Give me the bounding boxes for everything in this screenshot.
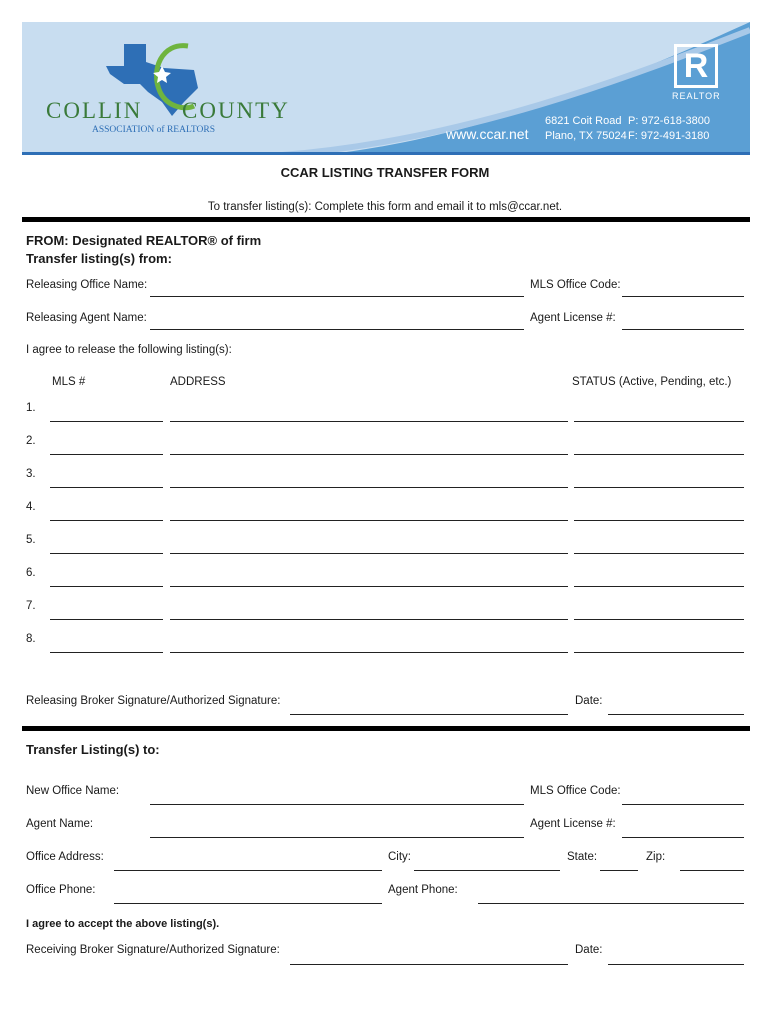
- listing-row-number: 5.: [26, 534, 36, 546]
- header-banner: [22, 22, 750, 155]
- agent-phone-field[interactable]: [478, 903, 744, 904]
- listing-row-number: 8.: [26, 633, 36, 645]
- accept-text: I agree to accept the above listing(s).: [26, 918, 220, 930]
- receiving-broker-signature-field[interactable]: [290, 964, 568, 965]
- listing-row-number: 1.: [26, 402, 36, 414]
- accept-date-label: Date:: [575, 944, 603, 956]
- fax: F: 972-491-3180: [628, 130, 710, 142]
- from-subheading: Transfer listing(s) from:: [26, 251, 172, 266]
- new-office-label: New Office Name:: [26, 785, 120, 797]
- accept-date-field[interactable]: [608, 964, 744, 965]
- address-line2: Plano, TX 75024: [545, 130, 627, 142]
- to-heading: Transfer Listing(s) to:: [26, 742, 160, 757]
- listing-address-field[interactable]: [170, 454, 568, 455]
- listing-row-number: 2.: [26, 435, 36, 447]
- listing-status-field[interactable]: [574, 421, 744, 422]
- form-instructions: To transfer listing(s): Complete this form and email it to mls@ccar.net.: [207, 201, 563, 213]
- zip-field[interactable]: [680, 870, 744, 871]
- agent-name-label: Agent Name:: [26, 818, 94, 830]
- listing-mls-field[interactable]: [50, 487, 163, 488]
- listing-address-field[interactable]: [170, 652, 568, 653]
- realtor-logo-icon: [674, 44, 718, 88]
- state-field[interactable]: [600, 870, 638, 871]
- agent-license-field[interactable]: [622, 329, 744, 330]
- release-agree-text: I agree to release the following listing(s):: [26, 344, 232, 356]
- zip-label: Zip:: [646, 851, 666, 863]
- releasing-agent-label: Releasing Agent Name:: [26, 312, 147, 324]
- listing-address-field[interactable]: [170, 520, 568, 521]
- listing-row-number: 6.: [26, 567, 36, 579]
- listing-address-field[interactable]: [170, 421, 568, 422]
- listing-status-field[interactable]: [574, 520, 744, 521]
- releasing-broker-signature-label: Releasing Broker Signature/Authorized Signature:: [26, 695, 281, 707]
- mls-office-code-label: MLS Office Code:: [530, 279, 621, 291]
- releasing-office-label: Releasing Office Name:: [26, 279, 148, 291]
- listing-row-number: 3.: [26, 468, 36, 480]
- listing-address-field[interactable]: [170, 586, 568, 587]
- agent-name-field[interactable]: [150, 837, 524, 838]
- releasing-agent-field[interactable]: [150, 329, 524, 330]
- address-line1: 6821 Coit Road: [545, 115, 622, 127]
- new-office-field[interactable]: [150, 804, 524, 805]
- listing-status-field[interactable]: [574, 454, 744, 455]
- listing-address-field[interactable]: [170, 487, 568, 488]
- listing-row-number: 7.: [26, 600, 36, 612]
- office-address-label: Office Address:: [26, 851, 104, 863]
- city-field[interactable]: [414, 870, 560, 871]
- website[interactable]: www.ccar.net: [446, 126, 529, 142]
- receiving-broker-signature-label: Receiving Broker Signature/Authorized Signature:: [26, 944, 280, 956]
- to-agent-license-field[interactable]: [622, 837, 744, 838]
- listing-mls-field[interactable]: [50, 454, 163, 455]
- phone: P: 972-618-3800: [628, 115, 710, 127]
- city-label: City:: [388, 851, 411, 863]
- office-phone-label: Office Phone:: [26, 884, 96, 896]
- form-title: CCAR LISTING TRANSFER FORM: [280, 165, 490, 180]
- listing-row-number: 4.: [26, 501, 36, 513]
- listing-mls-field[interactable]: [50, 652, 163, 653]
- office-phone-field[interactable]: [114, 903, 382, 904]
- listing-address-field[interactable]: [170, 619, 568, 620]
- release-date-label: Date:: [575, 695, 603, 707]
- state-label: State:: [567, 851, 598, 863]
- listing-address-field[interactable]: [170, 553, 568, 554]
- agent-license-label: Agent License #:: [530, 312, 616, 324]
- realtor-mark: R: [683, 47, 709, 85]
- mls-office-code-field[interactable]: [622, 296, 744, 297]
- listing-status-field[interactable]: [574, 652, 744, 653]
- section-rule-middle: [22, 726, 750, 731]
- from-heading: FROM: Designated REALTOR® of firm: [26, 233, 262, 248]
- listing-status-field[interactable]: [574, 586, 744, 587]
- section-rule-top: [22, 217, 750, 222]
- logo-subtitle: ASSOCIATION of REALTORS: [92, 125, 215, 135]
- to-mls-office-code-label: MLS Office Code:: [530, 785, 621, 797]
- col-mls-header: MLS #: [52, 376, 86, 388]
- listing-status-field[interactable]: [574, 553, 744, 554]
- listing-status-field[interactable]: [574, 619, 744, 620]
- listing-mls-field[interactable]: [50, 421, 163, 422]
- to-agent-license-label: Agent License #:: [530, 818, 616, 830]
- listing-status-field[interactable]: [574, 487, 744, 488]
- logo-word-county: COUNTY: [182, 98, 290, 123]
- office-address-field[interactable]: [114, 870, 382, 871]
- realtor-text: REALTOR: [672, 91, 721, 101]
- listing-mls-field[interactable]: [50, 520, 163, 521]
- agent-phone-label: Agent Phone:: [388, 884, 458, 896]
- listing-mls-field[interactable]: [50, 619, 163, 620]
- releasing-broker-signature-field[interactable]: [290, 714, 568, 715]
- to-mls-office-code-field[interactable]: [622, 804, 744, 805]
- release-date-field[interactable]: [608, 714, 744, 715]
- logo-word-collin: COLLIN: [46, 98, 143, 123]
- col-address-header: ADDRESS: [170, 376, 226, 388]
- releasing-office-field[interactable]: [150, 296, 524, 297]
- col-status-header: STATUS (Active, Pending, etc.): [572, 376, 732, 388]
- listing-mls-field[interactable]: [50, 553, 163, 554]
- listing-mls-field[interactable]: [50, 586, 163, 587]
